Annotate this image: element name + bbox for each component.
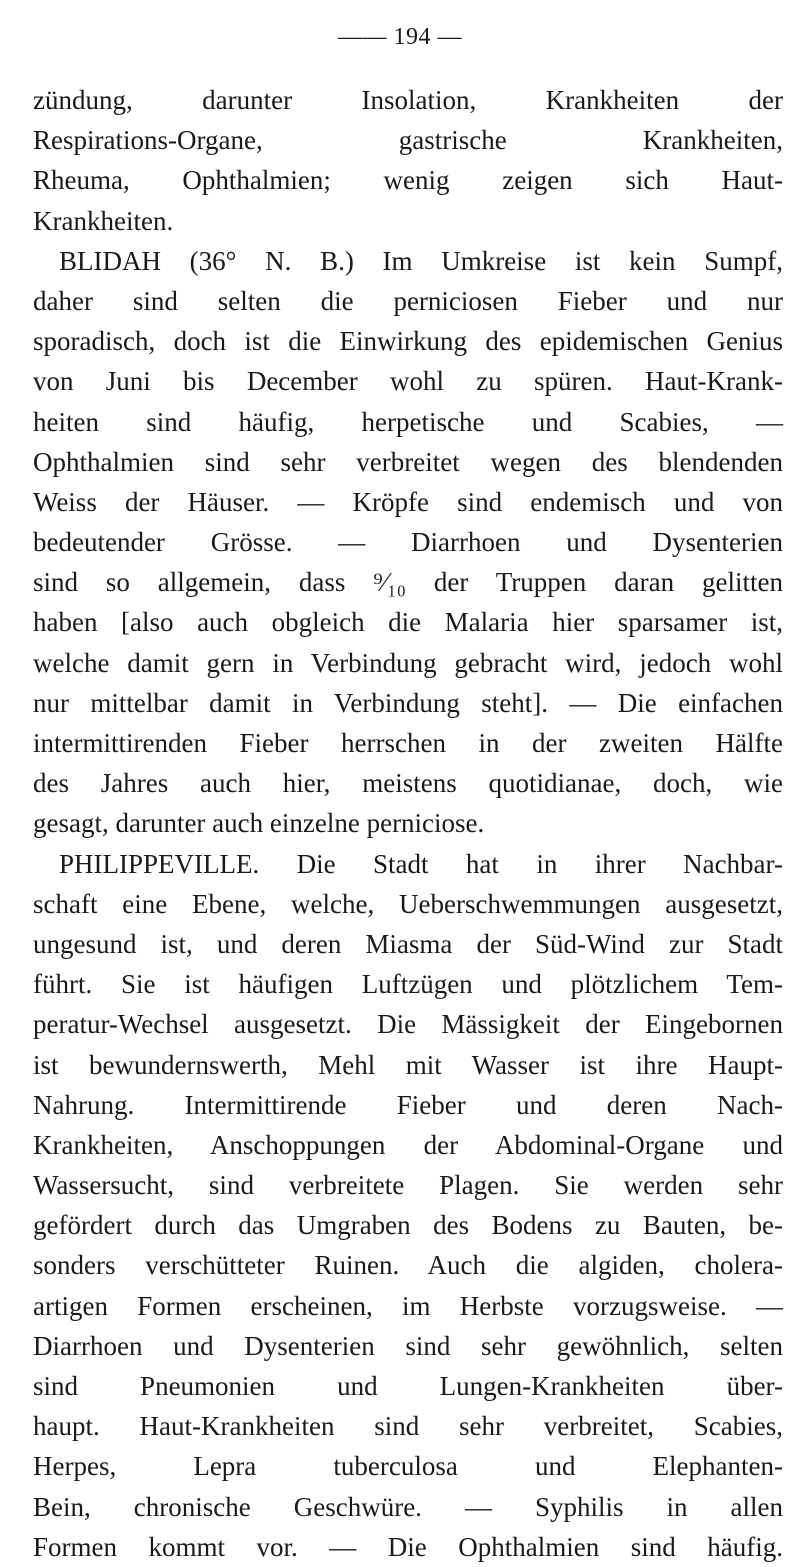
text-line: gesagt, darunter auch einzelne perniciose. [33, 808, 485, 839]
text-line: Weiss der Häuser. — Kröpfe sind endemisch und von [33, 486, 783, 517]
text-line: Herpes, Lepra tuberculosa und Elephanten- [33, 1451, 783, 1482]
text-line: Nahrung. Intermittirende Fieber und deren Nach- [33, 1089, 783, 1120]
text-line: Wassersucht, sind verbreitete Plagen. Sie werden sehr [33, 1170, 783, 1201]
text-line: sind so allgemein, dass ⁹⁄₁₀ der Truppen daran gelitten [33, 567, 783, 598]
text-line: daher sind selten die perniciosen Fieber und nur [33, 285, 783, 316]
text-line: haupt. Haut-Krankheiten sind sehr verbreitet, Scabies, [33, 1411, 783, 1442]
text-line: peratur-Wechsel ausgesetzt. Die Mässigkeit der Eingebornen [33, 1009, 783, 1040]
text-line: artigen Formen erscheinen, im Herbste vorzugsweise. — [33, 1290, 783, 1321]
text-line: zündung, darunter Insolation, Krankheiten der [33, 85, 783, 115]
text-line: heiten sind häufig, herpetische und Scabies, — [33, 406, 783, 437]
text-line: ungesund ist, und deren Miasma der Süd-Wind zur Stadt [33, 928, 783, 959]
text-line: Diarrhoen und Dysenterien sind sehr gewöhnlich, selten [33, 1330, 783, 1361]
text-line: BLIDAH (36° N. B.) Im Umkreise ist kein Sumpf, [59, 245, 783, 276]
text-line: Respirations-Organe, gastrische Krankheiten, [33, 125, 783, 156]
text-line: Ophthalmien sind sehr verbreitet wegen des blendenden [33, 446, 783, 477]
text-line: bedeutender Grösse. — Diarrhoen und Dysenterien [33, 527, 783, 558]
text-line: intermittirenden Fieber herrschen in der zweiten Hälfte [33, 728, 783, 758]
text-line: des Jahres auch hier, meistens quotidianae, doch, wie [33, 768, 783, 799]
page-number-header: —— 194 — [338, 24, 462, 50]
text-line: Bein, chronische Geschwüre. — Syphilis in allen [33, 1491, 783, 1522]
text-line: welche damit gern in Verbindung gebracht wird, jedoch wohl [33, 647, 783, 678]
text-line: Rheuma, Ophthalmien; wenig zeigen sich Haut- [33, 165, 783, 196]
body-text [33, 80, 783, 1567]
text-line: führt. Sie ist häufigen Luftzügen und plötzlichem Tem- [33, 969, 783, 1000]
text-line: PHILIPPEVILLE. Die Stadt hat in ihrer Nachbar- [59, 848, 783, 879]
text-line: ist bewundernswerth, Mehl mit Wasser ist ihre Haupt- [33, 1049, 783, 1080]
text-line: schaft eine Ebene, welche, Ueberschwemmungen ausgesetzt, [33, 888, 783, 919]
text-line: nur mittelbar damit in Verbindung steht]. — Die einfachen [33, 687, 783, 718]
text-line: sind Pneumonien und Lungen-Krankheiten über- [33, 1371, 783, 1401]
text-line: von Juni bis December wohl zu spüren. Haut-Krank- [33, 366, 783, 397]
text-line: gefördert durch das Umgraben des Bodens zu Bauten, be- [33, 1210, 783, 1241]
text-line: haben [also auch obgleich die Malaria hier sparsamer ist, [33, 607, 783, 638]
text-line: Krankheiten, Anschoppungen der Abdominal-Organe und [33, 1129, 783, 1160]
text-line: Krankheiten. [33, 205, 174, 236]
text-line: Formen kommt vor. — Die Ophthalmien sind häufig. [33, 1531, 783, 1562]
text-line: sonders verschütteter Ruinen. Auch die algiden, cholera- [33, 1250, 783, 1281]
text-line: sporadisch, doch ist die Einwirkung des epidemischen Genius [33, 326, 783, 357]
